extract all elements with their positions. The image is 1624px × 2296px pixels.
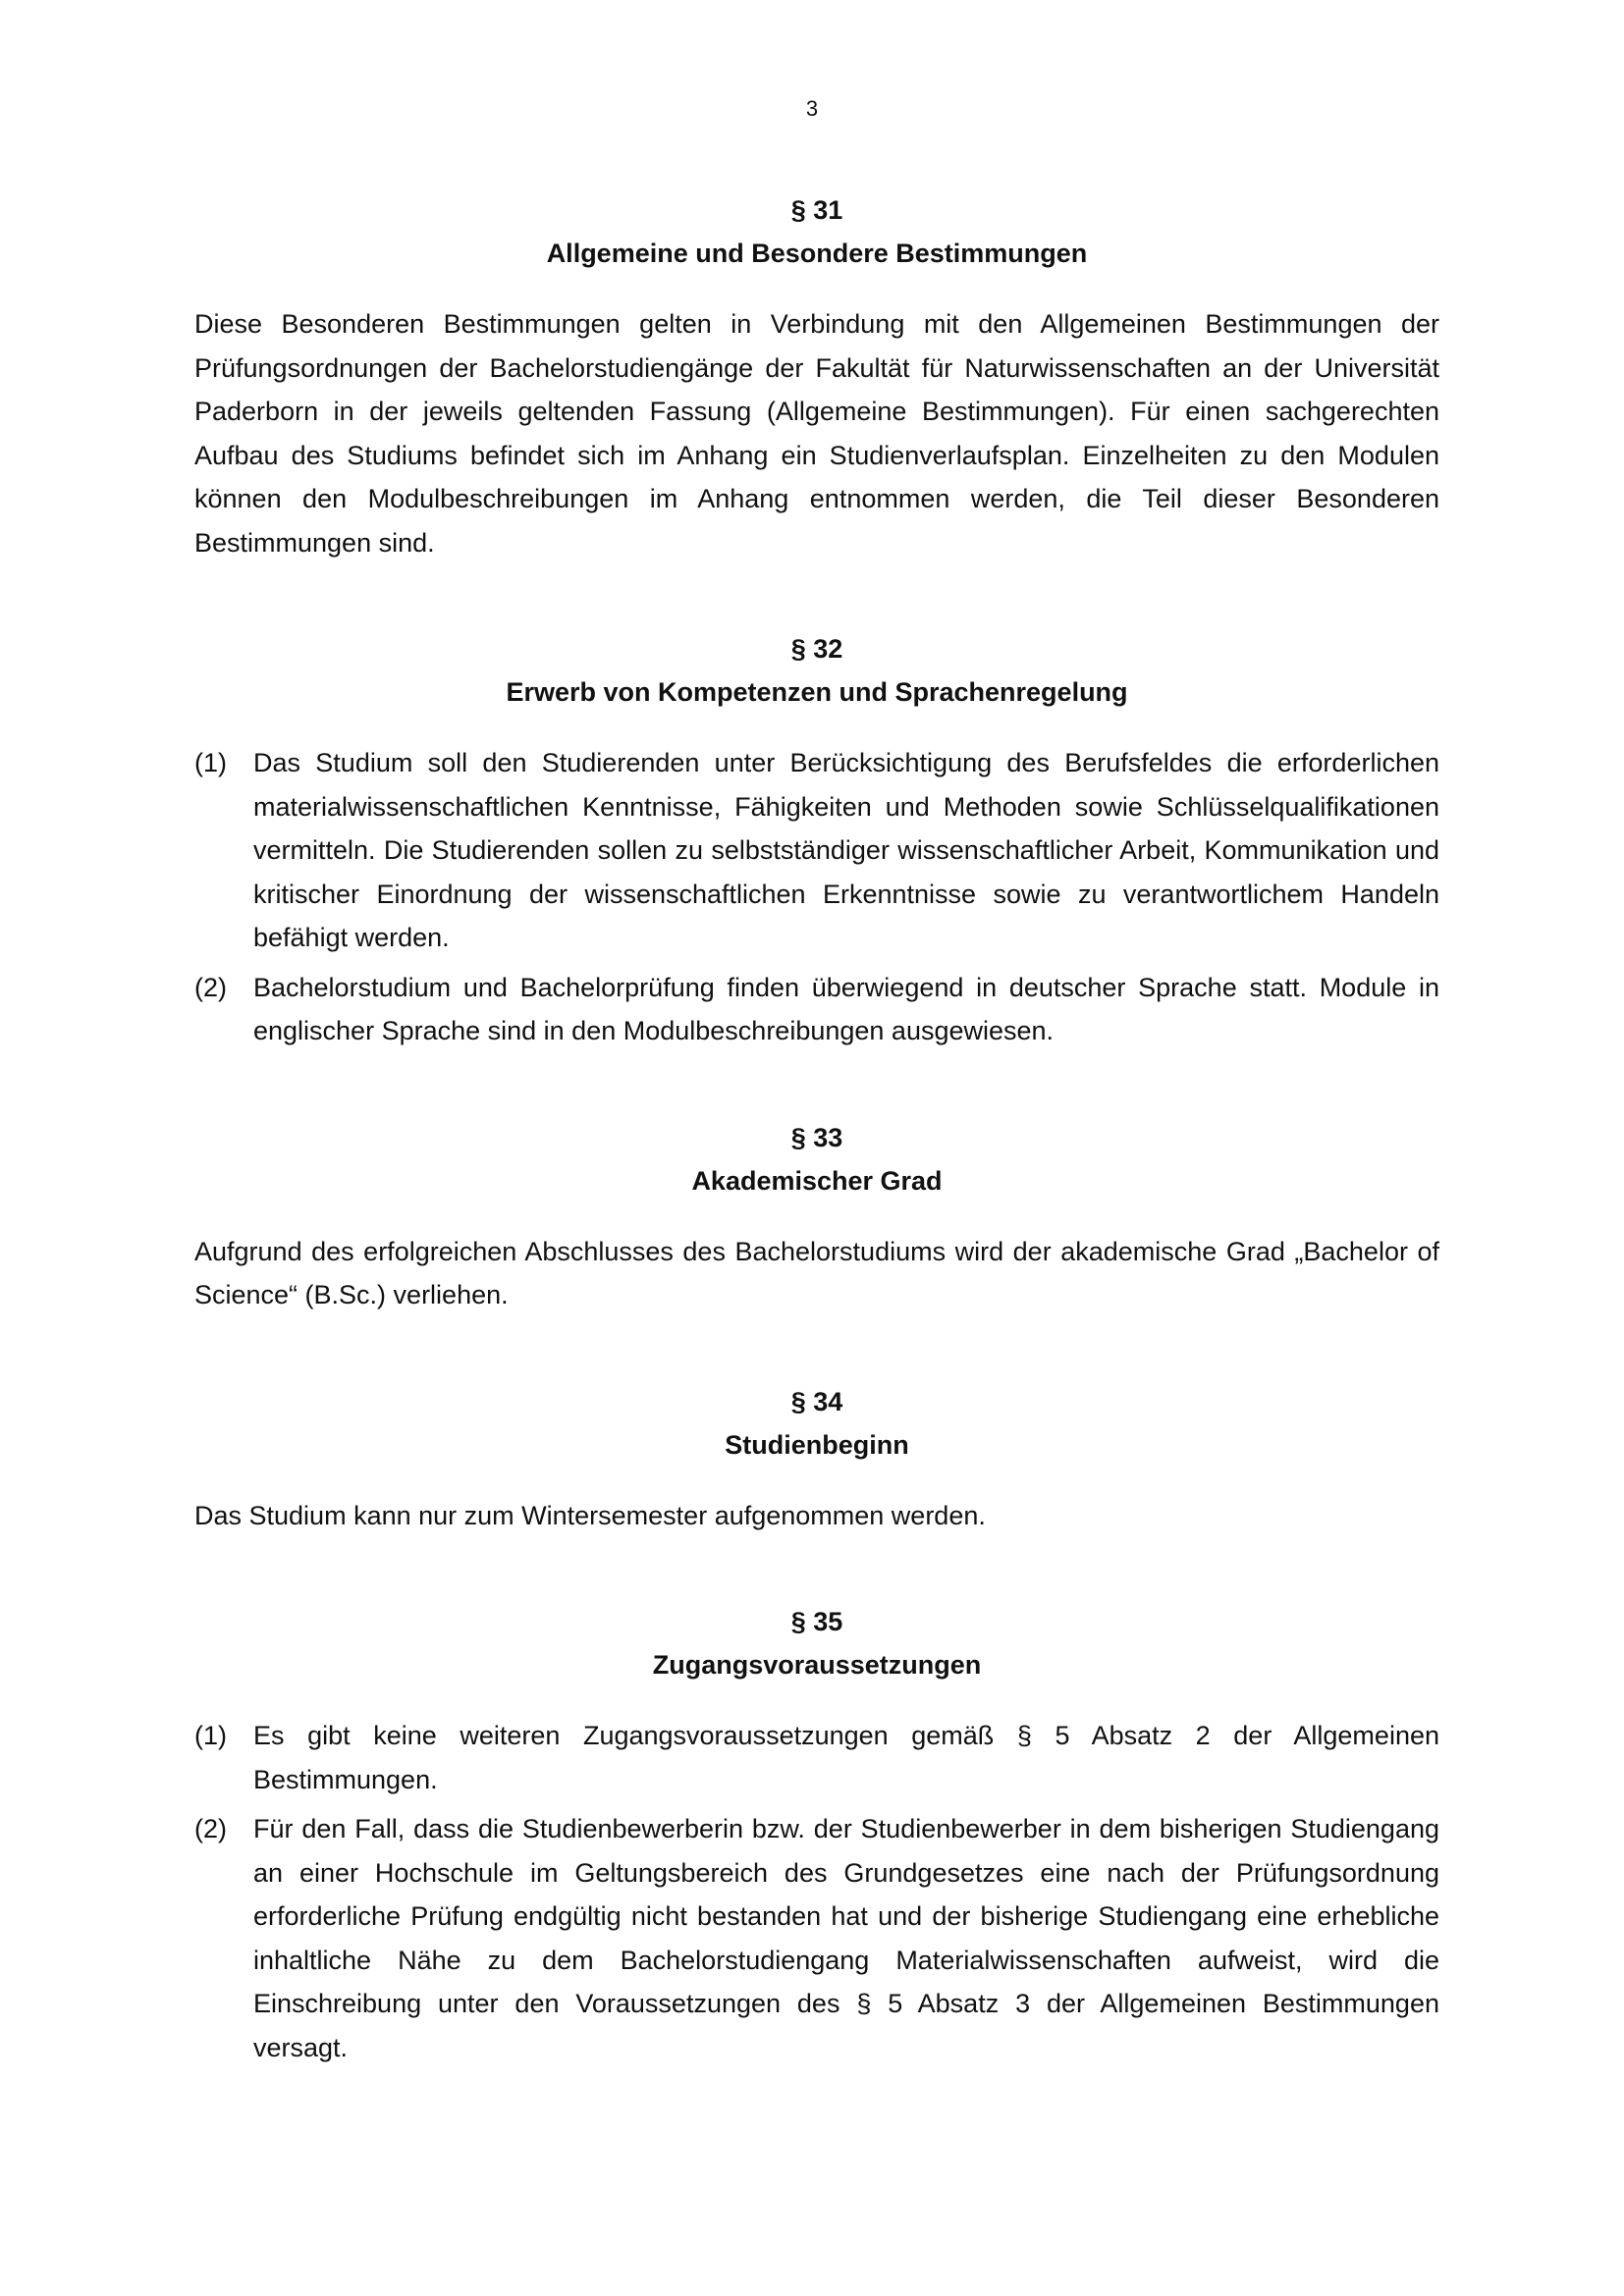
- section-body: [194, 1494, 1439, 1538]
- list-item-text: Das Studium soll den Studierenden unter Berücksichtigung des Berufsfeldes die erforderlichen materialwissenschaftlichen Kenntnisse, Fähigkeiten und Methoden sowie Schlüsselqualifikationen vermitteln. Die Studierenden sollen zu selbstständiger wissenschaftlicher Arbeit, Kommunikation und kritischer Einordnung der wissenschaftlichen Erkenntnisse sowie zu verantwortlichem Handeln befähigt werden.: [253, 748, 1439, 952]
- section-heading: [194, 1600, 1439, 1686]
- list-item-number: (1): [194, 1721, 227, 1750]
- section-title: Zugangsvoraussetzungen: [652, 1650, 982, 1680]
- section-title: Akademischer Grad: [691, 1165, 943, 1196]
- section-heading: [194, 627, 1439, 714]
- section-paragraph: Diese Besonderen Bestimmungen gelten in Verbindung mit den Allgemeinen Bestimmungen der Prüfungsordnungen der Bachelorstudiengänge der Fakultät für Naturwissenschaften an der Universität Paderborn in der jeweils geltenden Fassung (Allgemeine Bestimmungen). Für einen sachgerechten Aufbau des Studiums befindet sich im Anhang ein Studienverlaufsplan. Einzelheiten zu den Modulen können den Modulbeschreibungen im Anhang entnommen werden, die Teil dieser Besonderen Bestimmungen sind.: [194, 309, 1439, 558]
- list-item-number: (2): [194, 972, 227, 1002]
- section-heading: [194, 1116, 1439, 1202]
- list-item-number: (2): [194, 1814, 227, 1843]
- section-33: [194, 1116, 1439, 1317]
- list-item: [194, 1807, 1439, 2069]
- section-35: [194, 1600, 1439, 2069]
- page-number: 3: [805, 96, 819, 121]
- list-item: [194, 966, 1439, 1053]
- list-item: [194, 741, 1439, 960]
- list-item-text: Für den Fall, dass die Studienbewerberin bzw. der Studienbewerber in dem bisherigen Studiengang an einer Hochschule im Geltungsbereich des Grundgesetzes eine nach der Prüfungsordnung erforderliche Prüfung endgültig nicht bestanden hat und der bisherige Studiengang eine erhebliche inhaltliche Nähe zu dem Bachelorstudiengang Materialwissenschaften aufweist, wird die Einschreibung unter den Voraussetzungen des § 5 Absatz 3 der Allgemeinen Bestimmungen versagt.: [253, 1814, 1439, 2062]
- section-34: [194, 1380, 1439, 1538]
- section-32: [194, 627, 1439, 1053]
- section-body: [194, 302, 1439, 564]
- section-title: Erwerb von Kompetenzen und Sprachenregelung: [506, 677, 1128, 707]
- section-number: § 35: [790, 1607, 843, 1636]
- section-heading: [194, 1380, 1439, 1467]
- section-title: Allgemeine und Besondere Bestimmungen: [546, 239, 1088, 268]
- section-31: [194, 188, 1439, 564]
- section-heading: [194, 188, 1439, 275]
- list-item: [194, 1714, 1439, 1801]
- section-title: Studienbeginn: [725, 1429, 909, 1460]
- section-number: § 32: [790, 634, 843, 664]
- list-item-text: Es gibt keine weiteren Zugangsvoraussetzungen gemäß § 5 Absatz 2 der Allgemeinen Bestimmungen.: [253, 1721, 1439, 1794]
- section-body: [194, 1714, 1439, 2069]
- section-number: § 34: [790, 1386, 843, 1416]
- document-body: [194, 188, 1439, 2069]
- section-number: § 33: [790, 1122, 843, 1152]
- section-paragraph: Aufgrund des erfolgreichen Abschlusses des Bachelorstudiums wird der akademische Grad „Bachelor of Science“ (B.Sc.) verliehen.: [194, 1236, 1439, 1309]
- list-item-text: Bachelorstudium und Bachelorprüfung finden überwiegend in deutscher Sprache statt. Module in englischer Sprache sind in den Modulbeschreibungen ausgewiesen.: [253, 972, 1439, 1045]
- list-item-number: (1): [194, 748, 227, 777]
- section-body: [194, 741, 1439, 1053]
- section-paragraph: Das Studium kann nur zum Wintersemester aufgenommen werden.: [194, 1500, 986, 1530]
- section-body: [194, 1230, 1439, 1317]
- section-number: § 31: [790, 195, 843, 225]
